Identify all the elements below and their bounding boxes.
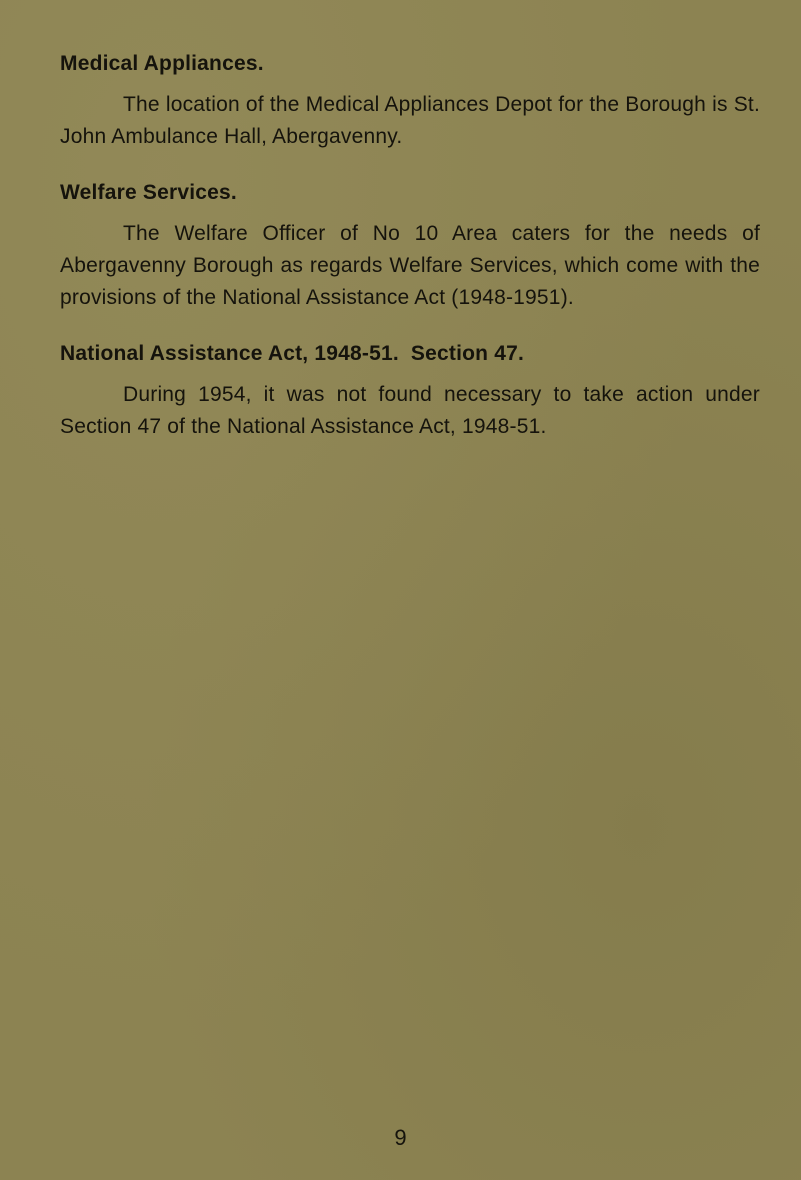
section-welfare-services (60, 177, 760, 314)
section-paragraph: The Welfare Officer of No 10 Area caters for the needs of Abergavenny Borough as regards Welfare Services, which come with the provisions of the National Assistance Act (1948-1951). (60, 222, 760, 309)
section-heading: National Assistance Act, 1948-51. Section 47. (60, 342, 525, 365)
section-national-assistance-act (60, 338, 760, 443)
document-page (60, 48, 760, 467)
section-heading: Welfare Services. (60, 181, 237, 204)
section-medical-appliances (60, 48, 760, 153)
section-heading: Medical Appliances. (60, 52, 264, 75)
section-paragraph: The location of the Medical Appliances Depot for the Borough is St. John Ambulance Hall, Abergavenny. (60, 93, 760, 148)
section-paragraph: During 1954, it was not found necessary to take action under Section 47 of the National Assistance Act, 1948-51. (60, 383, 760, 438)
page-number: 9 (394, 1125, 407, 1150)
